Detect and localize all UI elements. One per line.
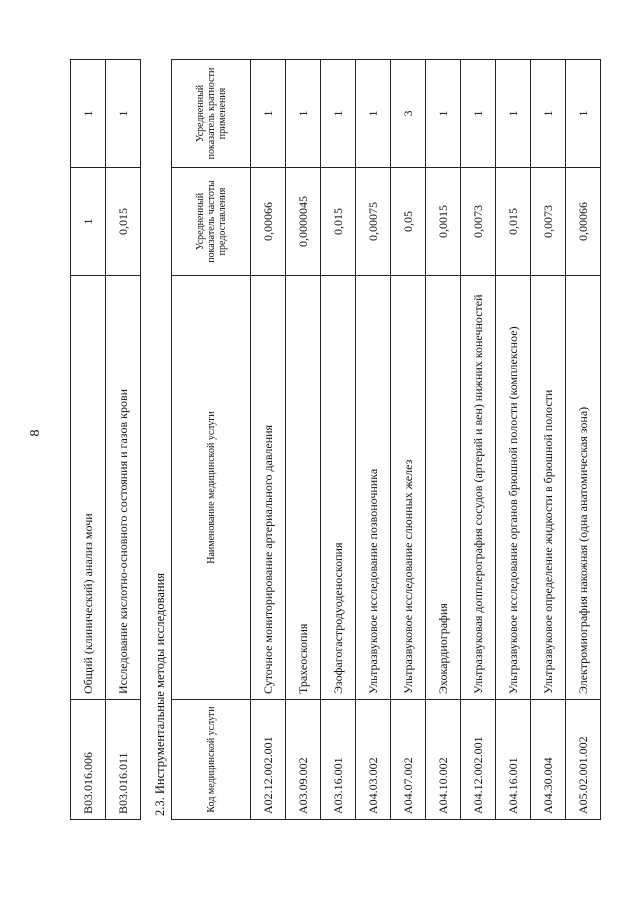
multiplicity-value: 1 [106, 60, 141, 168]
header-code: Код медицинской услуги [172, 700, 251, 820]
header-name: Наименование медицинской услуги [172, 276, 251, 700]
table-row [286, 60, 321, 820]
service-name: Ультразвуковая допплерография сосудов (артерий и вен) нижних конечностей [461, 276, 496, 700]
table-header-row [172, 60, 251, 820]
service-code: B03.016.006 [71, 700, 106, 820]
service-name: Ультразвуковое исследование органов брюшной полости (комплексное) [496, 276, 531, 700]
table-row [106, 60, 141, 820]
table-row [566, 60, 601, 820]
service-code: A04.12.002.001 [461, 700, 496, 820]
table-row [461, 60, 496, 820]
frequency-value: 0,0073 [531, 168, 566, 276]
multiplicity-value: 1 [321, 60, 356, 168]
service-name: Ультразвуковое определение жидкости в брюшной полости [531, 276, 566, 700]
page-number: 8 [28, 429, 43, 437]
service-name: Электромиография накожная (одна анатомическая зона) [566, 276, 601, 700]
frequency-value: 0,00066 [566, 168, 601, 276]
service-code: A03.09.002 [286, 700, 321, 820]
multiplicity-value: 1 [496, 60, 531, 168]
service-name: Эхокардиография [426, 276, 461, 700]
frequency-value: 0,00075 [356, 168, 391, 276]
service-code: A04.16.001 [496, 700, 531, 820]
service-name: Исследование кислотно-основного состояния и газов крови [106, 276, 141, 700]
table-row [321, 60, 356, 820]
service-code: A03.16.001 [321, 700, 356, 820]
instrumental-methods-table [171, 59, 601, 820]
frequency-value: 0,0000045 [286, 168, 321, 276]
table-row [531, 60, 566, 820]
table-row [356, 60, 391, 820]
multiplicity-value: 1 [461, 60, 496, 168]
service-name: Ультразвуковое исследование слюнных желез [391, 276, 426, 700]
multiplicity-value: 1 [426, 60, 461, 168]
multiplicity-value: 3 [391, 60, 426, 168]
service-code: B03.016.011 [106, 700, 141, 820]
service-code: A04.10.002 [426, 700, 461, 820]
header-multiplicity: Усредненный показатель кратности применения [172, 60, 251, 168]
frequency-value: 1 [71, 168, 106, 276]
table-row [391, 60, 426, 820]
frequency-value: 0,0073 [461, 168, 496, 276]
service-code: A05.02.001.002 [566, 700, 601, 820]
frequency-value: 0,015 [106, 168, 141, 276]
frequency-value: 0,05 [391, 168, 426, 276]
section-title: 2.3. Инструментальные методы исследования [153, 572, 167, 816]
frequency-value: 0,015 [496, 168, 531, 276]
multiplicity-value: 1 [71, 60, 106, 168]
service-name: Суточное мониторирование артериального давления [251, 276, 286, 700]
table-row [71, 60, 106, 820]
service-name: Общий (клинический) анализ мочи [71, 276, 106, 700]
service-code: A02.12.002.001 [251, 700, 286, 820]
service-code: A04.30.004 [531, 700, 566, 820]
multiplicity-value: 1 [251, 60, 286, 168]
top-services-table [70, 59, 141, 820]
service-name: Эзофагогастродуоденоскопия [321, 276, 356, 700]
table-row [426, 60, 461, 820]
table-row [496, 60, 531, 820]
frequency-value: 0,015 [321, 168, 356, 276]
frequency-value: 0,0015 [426, 168, 461, 276]
rotated-page-content [40, 42, 640, 862]
multiplicity-value: 1 [531, 60, 566, 168]
multiplicity-value: 1 [356, 60, 391, 168]
multiplicity-value: 1 [286, 60, 321, 168]
service-name: Ультразвуковое исследование позвоночника [356, 276, 391, 700]
service-code: A04.03.002 [356, 700, 391, 820]
table-row [251, 60, 286, 820]
multiplicity-value: 1 [566, 60, 601, 168]
frequency-value: 0,00066 [251, 168, 286, 276]
service-name: Трахеоскопия [286, 276, 321, 700]
header-frequency: Усредненный показатель частоты предоставления [172, 168, 251, 276]
service-code: A04.07.002 [391, 700, 426, 820]
